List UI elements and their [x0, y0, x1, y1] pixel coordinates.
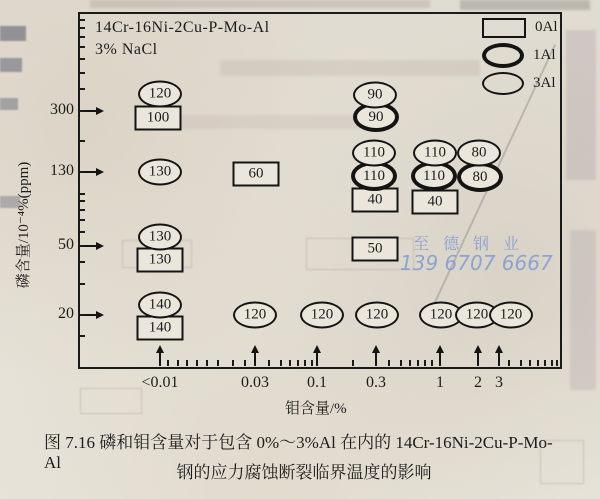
data-point-marker: 80	[457, 162, 503, 192]
y-axis-arrow-icon	[84, 110, 97, 112]
y-axis-minor-tick	[79, 46, 85, 48]
watermark-phone: 139 6707 6667	[400, 251, 553, 275]
x-tick-label: 2	[474, 374, 482, 391]
bleed-through-artifact	[0, 196, 20, 208]
x-axis-arrow-icon	[439, 352, 441, 365]
data-point-marker: 120	[455, 302, 499, 329]
figure-caption-line2: 钢的应力腐蚀断裂临界温度的影响	[176, 463, 432, 482]
y-axis-minor-tick	[79, 219, 85, 221]
x-tick-label: 1	[436, 374, 444, 391]
chart-inline-title	[95, 17, 270, 60]
x-axis-minor-tick	[520, 360, 522, 366]
y-axis-minor-tick	[79, 36, 85, 38]
x-axis-minor-tick	[424, 360, 426, 366]
y-axis-minor-tick	[79, 140, 85, 142]
x-axis-minor-tick	[556, 360, 558, 366]
x-axis-arrow-icon	[498, 352, 500, 365]
y-axis-minor-tick	[79, 209, 85, 211]
x-axis-minor-tick	[431, 360, 433, 366]
bleed-through-artifact	[0, 58, 22, 72]
data-point-marker: 110	[413, 140, 457, 167]
x-axis-minor-tick	[280, 360, 282, 366]
y-axis-minor-tick	[79, 19, 85, 21]
x-axis-arrow-icon	[316, 352, 318, 365]
x-axis-minor-tick	[388, 360, 390, 366]
x-axis-minor-tick	[529, 360, 531, 366]
legend-marker-rect-icon	[482, 18, 526, 38]
data-point-marker: 50	[352, 237, 399, 262]
legend-item	[482, 43, 558, 68]
x-axis-minor-tick	[400, 360, 402, 366]
data-point-marker: 100	[135, 106, 182, 131]
x-axis-minor-tick	[167, 360, 169, 366]
legend-marker-bold-icon	[482, 43, 524, 68]
data-point-marker: 110	[351, 161, 397, 191]
x-axis-minor-tick	[297, 360, 299, 366]
alloy-designation: 14Cr-16Ni-2Cu-P-Mo-Al	[95, 19, 270, 36]
bleed-through-artifact	[570, 230, 596, 390]
x-axis-minor-tick	[508, 360, 510, 366]
x-axis-minor-tick	[177, 360, 179, 366]
data-point-marker: 120	[355, 302, 399, 329]
data-point-marker: 130	[138, 224, 182, 251]
y-tick-label: 20	[58, 305, 74, 322]
x-axis-arrow-icon	[159, 352, 161, 365]
legend-marker-thin-icon	[482, 72, 524, 95]
y-axis-arrow-icon	[84, 314, 97, 316]
x-axis-minor-tick	[311, 360, 313, 366]
data-point-marker: 130	[137, 248, 184, 273]
x-axis-minor-tick	[304, 360, 306, 366]
x-axis-label: 钼含量/%	[285, 401, 347, 417]
y-tick-label: 300	[50, 101, 74, 118]
legend	[482, 15, 558, 99]
y-axis-minor-tick	[79, 193, 85, 195]
x-tick-label: 0.03	[241, 374, 269, 391]
x-axis-minor-tick	[544, 360, 546, 366]
legend-label: 0Al	[535, 19, 558, 35]
x-axis-minor-tick	[244, 360, 246, 366]
bleed-through-artifact	[0, 98, 18, 110]
y-axis-minor-tick	[79, 88, 85, 90]
y-axis-minor-tick	[79, 27, 85, 29]
x-axis-minor-tick	[268, 360, 270, 366]
x-axis-minor-tick	[217, 360, 219, 366]
legend-item	[482, 71, 558, 96]
x-axis-minor-tick	[551, 360, 553, 366]
data-point-marker: 40	[352, 188, 399, 213]
figure-caption-line1: 图 7.16 磷和钼含量对于包含 0%～3%Al 在内的 14Cr-16Ni-2Cu-P-Mo-Al	[44, 433, 553, 472]
y-axis-minor-tick	[79, 72, 85, 74]
x-tick-label: <0.01	[141, 374, 179, 391]
data-point-marker: 90	[353, 82, 397, 109]
x-axis-minor-tick	[186, 360, 188, 366]
watermark-text: 至德钢业	[413, 236, 534, 253]
y-axis-label: 磷含量/10⁻⁴%(ppm)	[16, 161, 32, 289]
x-axis-minor-tick	[352, 360, 354, 366]
x-axis-minor-tick	[196, 360, 198, 366]
y-axis-minor-tick	[79, 58, 85, 60]
y-axis-minor-tick	[79, 261, 85, 263]
data-point-marker: 130	[138, 159, 182, 186]
data-point-marker: 120	[489, 302, 533, 329]
data-point-marker: 120	[300, 302, 344, 329]
test-solution: 3% NaCl	[95, 40, 158, 58]
x-axis-minor-tick	[289, 360, 291, 366]
y-tick-label: 50	[58, 236, 74, 253]
x-axis-arrow-icon	[375, 352, 377, 365]
y-axis-minor-tick	[79, 335, 85, 337]
x-axis-arrow-icon	[477, 352, 479, 365]
data-point-marker: 120	[233, 302, 277, 329]
y-axis-minor-tick	[79, 283, 85, 285]
data-point-marker: 140	[137, 316, 184, 341]
y-axis-arrow-icon	[84, 171, 97, 173]
data-point-marker: 60	[233, 162, 280, 187]
x-axis-arrow-icon	[254, 352, 256, 365]
x-tick-label: 3	[495, 374, 503, 391]
bleed-through-artifact	[566, 30, 596, 180]
x-axis-minor-tick	[206, 360, 208, 366]
y-tick-label: 130	[50, 162, 74, 179]
y-axis-minor-tick	[79, 231, 85, 233]
legend-item	[482, 15, 558, 40]
x-axis-minor-tick	[417, 360, 419, 366]
legend-label: 1Al	[533, 47, 556, 63]
bleed-through-artifact	[460, 0, 590, 10]
x-axis-minor-tick	[409, 360, 411, 366]
y-axis-minor-tick	[79, 200, 85, 202]
data-point-marker: 110	[352, 140, 396, 167]
x-axis-minor-tick	[537, 360, 539, 366]
data-point-marker: 110	[411, 161, 457, 191]
data-point-marker: 80	[457, 140, 501, 167]
legend-label: 3Al	[533, 75, 556, 91]
bleed-through-artifact	[90, 0, 430, 8]
x-tick-label: 0.3	[366, 374, 386, 391]
data-point-marker: 120	[138, 81, 182, 108]
y-axis-arrow-icon	[84, 245, 97, 247]
data-point-marker: 120	[419, 302, 463, 329]
data-point-marker: 40	[412, 190, 459, 215]
x-axis-minor-tick	[232, 360, 234, 366]
data-point-marker: 90	[353, 102, 399, 132]
data-point-marker: 140	[138, 292, 182, 319]
x-tick-label: 0.1	[307, 374, 327, 391]
bleed-through-artifact	[0, 26, 26, 41]
